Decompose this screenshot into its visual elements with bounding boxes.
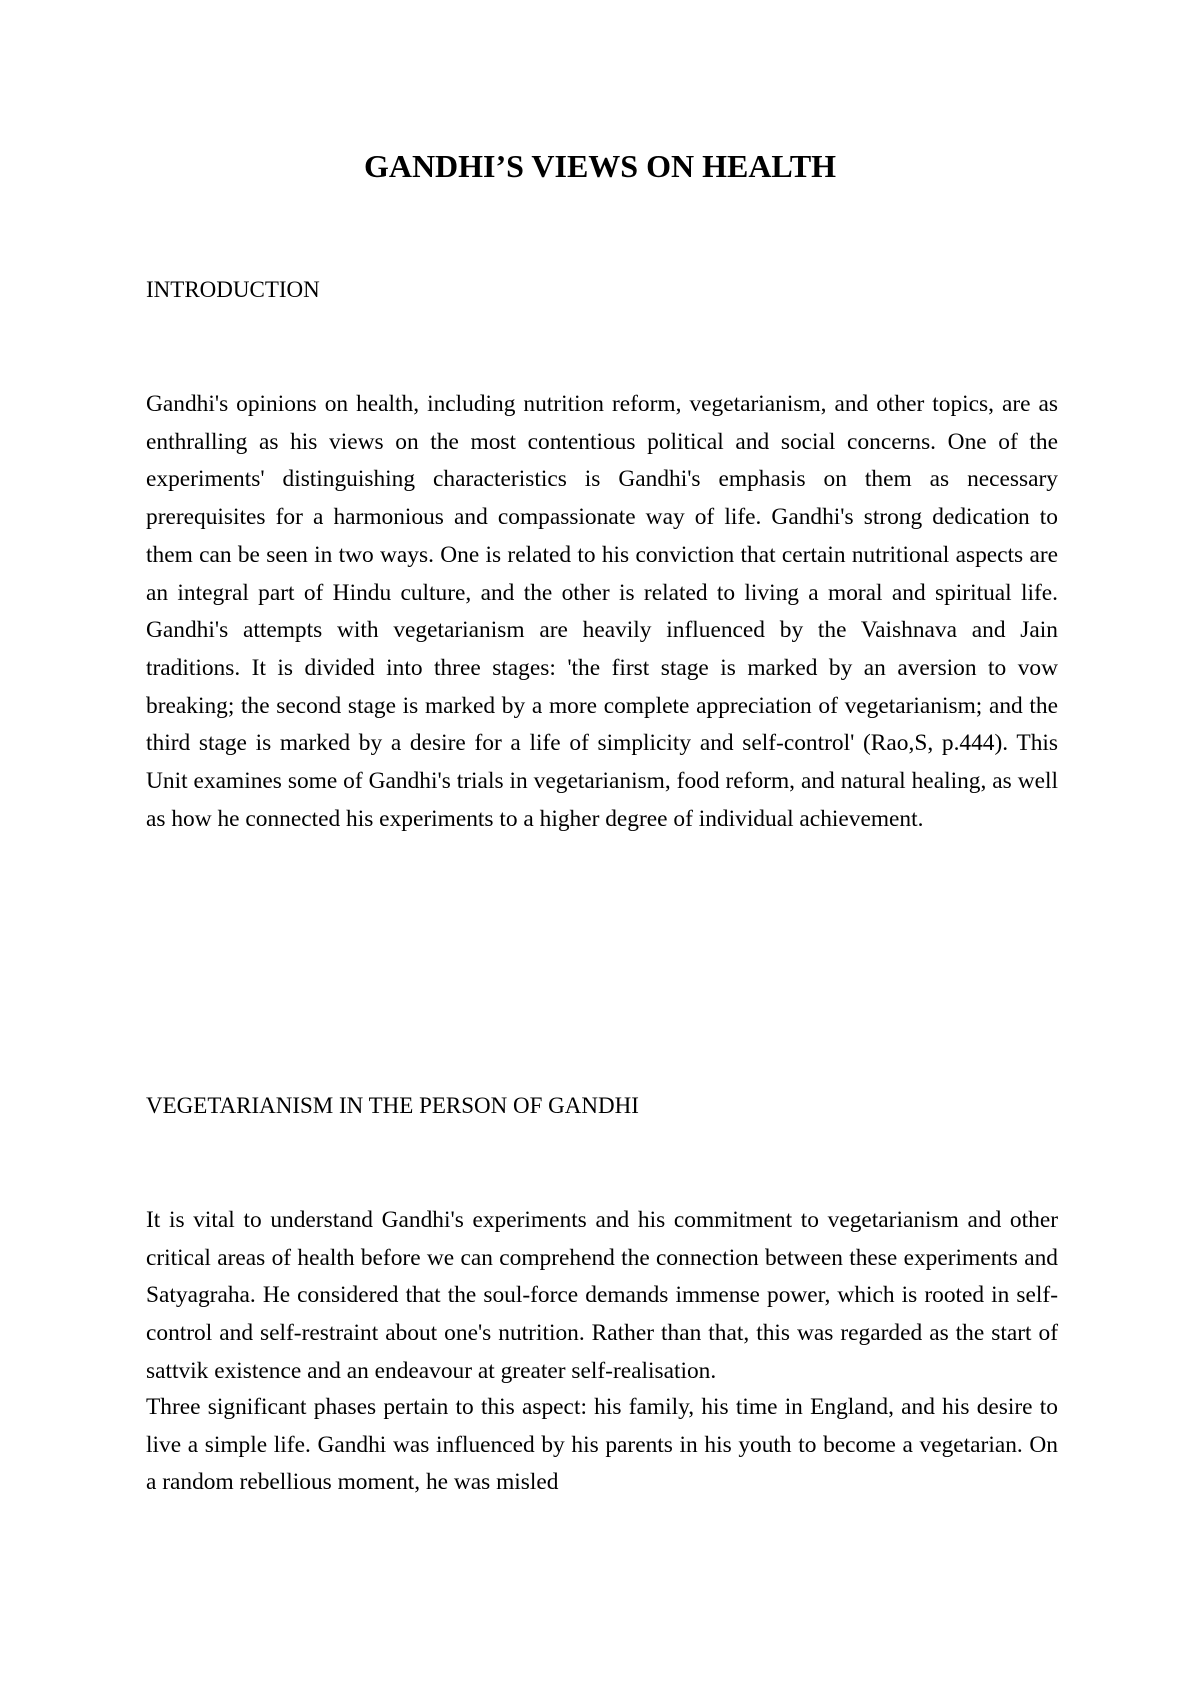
introduction-paragraph: Gandhi's opinions on health, including nutrition reform, vegetarianism, and other topics, are as enthralling as his views on the most contentious political and social concerns. One of the experiments' distinguishing characteristics is Gandhi's emphasis on them as necessary prerequisites for a harmonious and compassionate way of life. Gandhi's strong dedication to them can be seen in two ways. One is related to his conviction that certain nutritional aspects are an integral part of Hindu culture, and the other is related to living a moral and spiritual life. Gandhi's attempts with vegetarianism are heavily influenced by the Vaishnava and Jain traditions. It is divided into three stages: 'the first stage is marked by an aversion to vow breaking; the second stage is marked by a more complete appreciation of vegetarianism; and the third stage is marked by a desire for a life of simplicity and self-control' (Rao,S, p.444). This Unit examines some of Gandhi's trials in vegetarianism, food reform, and natural healing, as well as how he connected his experiments to a higher degree of individual achievement.	[146, 391, 1058, 832]
vegetarianism-paragraph-2: Three significant phases pertain to this aspect: his family, his time in England, and his desire to live a simple life. Gandhi was influenced by his parents in his youth to become a vegetarian. On a random rebellious moment, he was misled	[146, 1394, 1058, 1496]
vegetarianism-paragraph-1: It is vital to understand Gandhi's experiments and his commitment to vegetarianism and other critical areas of health before we can comprehend the connection between these experiments and Satyagraha. He considered that the soul-force demands immense power, which is rooted in self-control and self-restraint about one's nutrition. Rather than that, this was regarded as the start of sattvik existence and an endeavour at greater self-realisation.	[146, 1207, 1058, 1384]
section-heading-introduction: INTRODUCTION	[146, 277, 320, 302]
document-title: GANDHI’S VIEWS ON HEALTH	[363, 148, 837, 184]
section-heading-vegetarianism: VEGETARIANISM IN THE PERSON OF GANDHI	[146, 1093, 639, 1118]
